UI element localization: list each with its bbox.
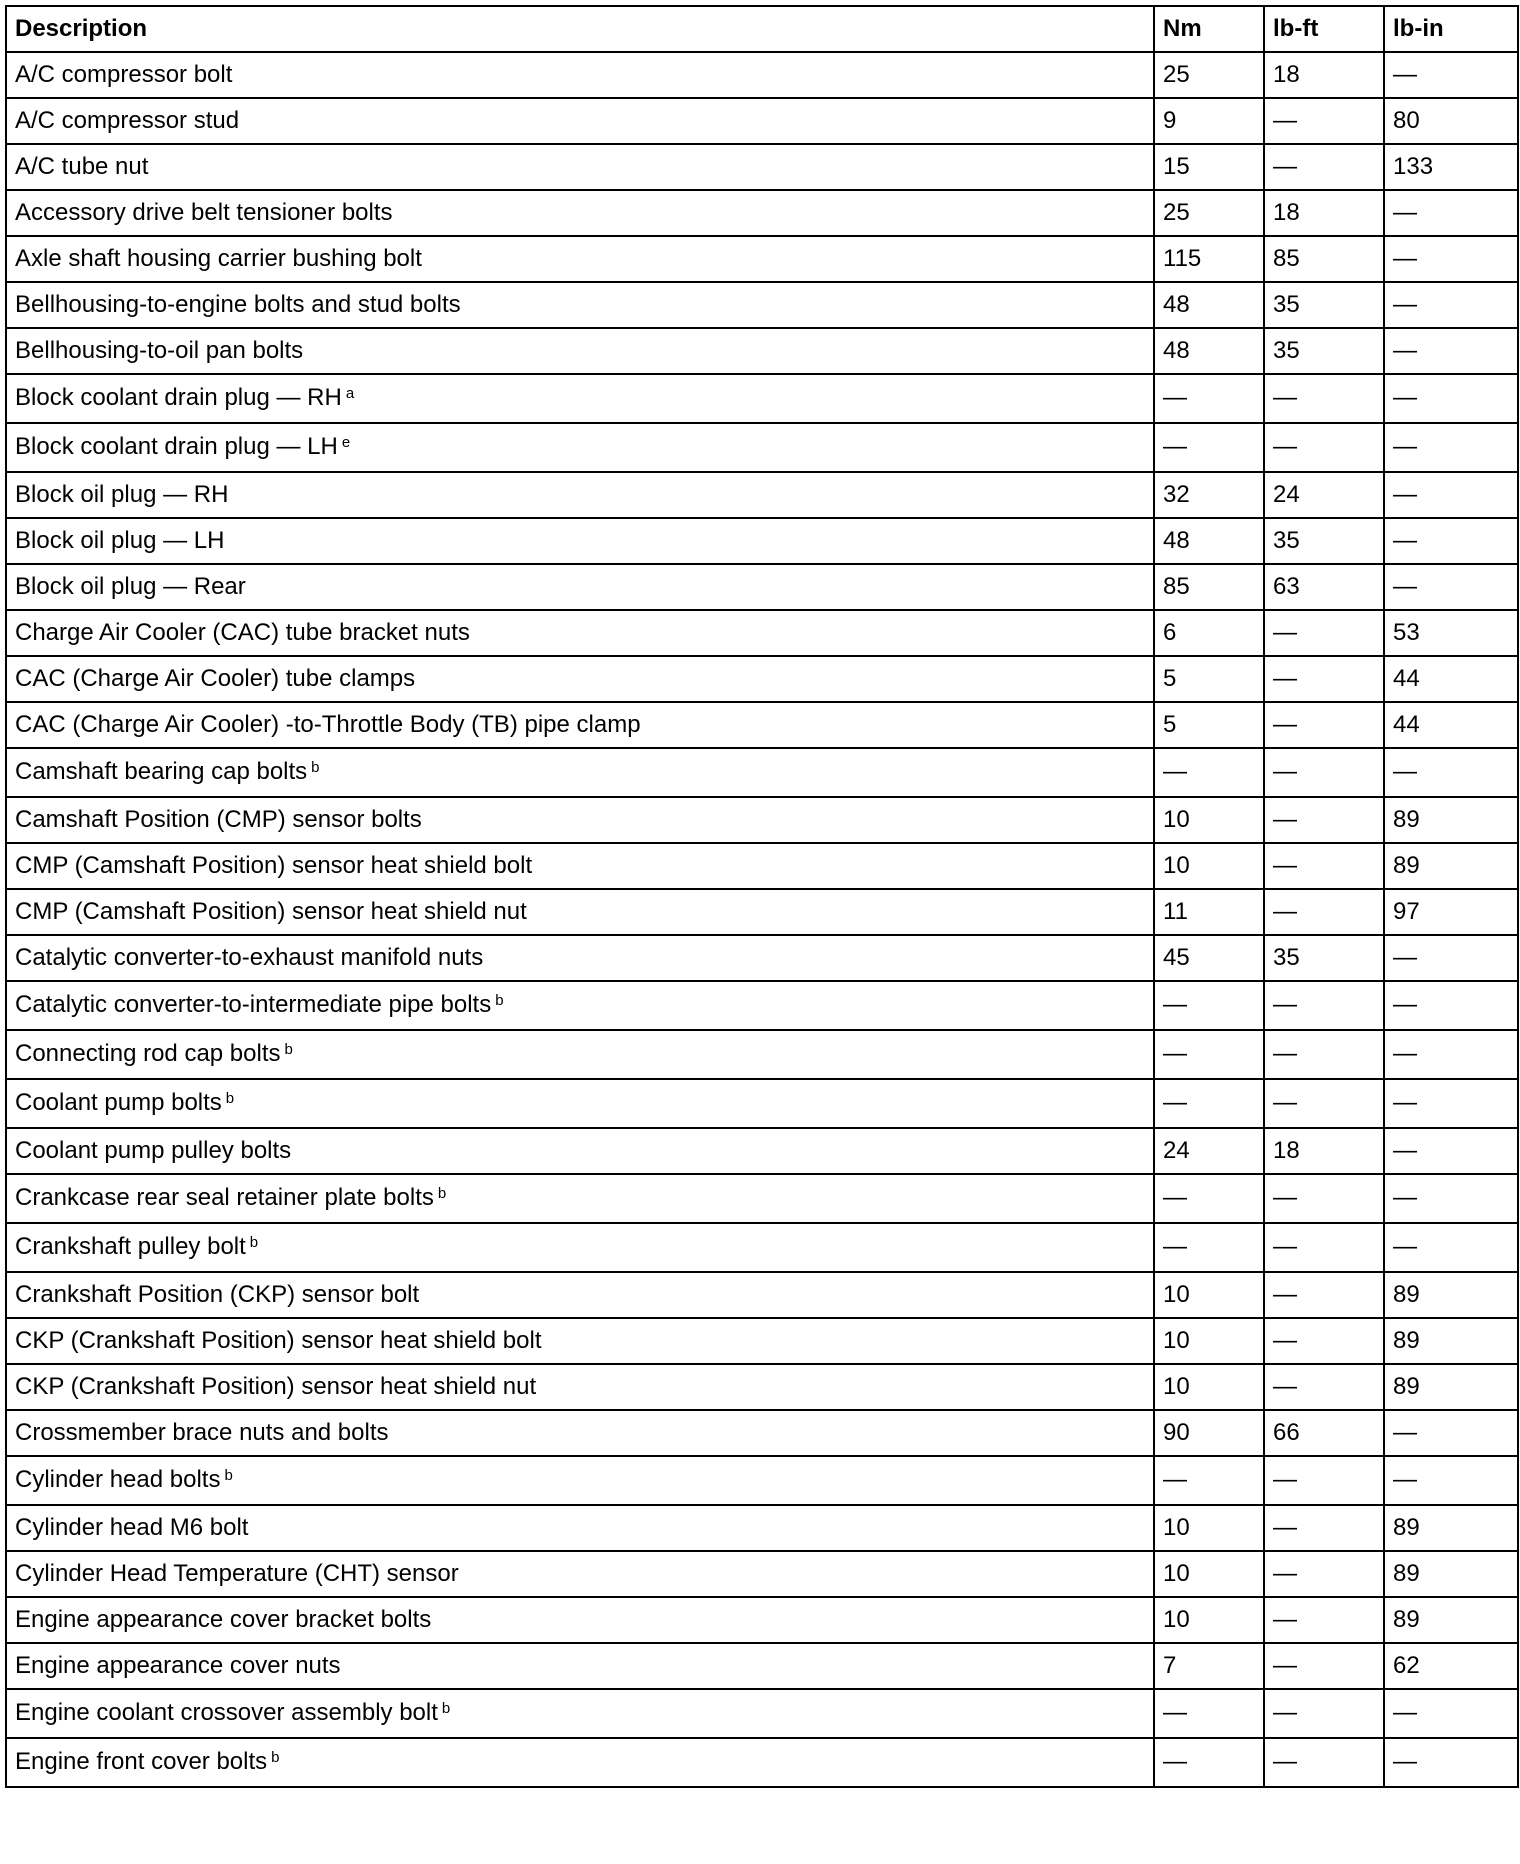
lbft-cell: — (1264, 1223, 1384, 1272)
table-row (6, 610, 1518, 656)
lbft-cell: — (1264, 1030, 1384, 1079)
description-text: Block coolant drain plug — RH (15, 384, 342, 412)
nm-cell: 6 (1154, 610, 1264, 656)
description-cell (6, 843, 1154, 889)
lbft-cell: — (1264, 1643, 1384, 1689)
table-row (6, 1174, 1518, 1223)
footnote-marker: e (341, 434, 351, 452)
lbin-cell: — (1384, 52, 1518, 98)
description-cell (6, 748, 1154, 797)
nm-cell: 48 (1154, 282, 1264, 328)
description-cell (6, 1551, 1154, 1597)
nm-cell: 10 (1154, 797, 1264, 843)
table-row (6, 1505, 1518, 1551)
table-row (6, 1364, 1518, 1410)
footnote-marker: b (311, 759, 320, 777)
nm-cell: — (1154, 1456, 1264, 1505)
table-row (6, 889, 1518, 935)
lbft-cell: 35 (1264, 282, 1384, 328)
lbft-cell: — (1264, 1456, 1384, 1505)
table-row (6, 52, 1518, 98)
description-text: Block oil plug — LH (15, 526, 225, 554)
description-cell (6, 190, 1154, 236)
table-row (6, 236, 1518, 282)
lbft-cell: 18 (1264, 52, 1384, 98)
description-cell (6, 1597, 1154, 1643)
description-text: Bellhousing-to-oil pan bolts (15, 336, 304, 364)
nm-cell: 10 (1154, 843, 1264, 889)
lbft-cell: 85 (1264, 236, 1384, 282)
torque-spec-table (5, 5, 1519, 1788)
lbft-cell: — (1264, 656, 1384, 702)
description-text: CAC (Charge Air Cooler) -to-Throttle Body (TB) pipe clamp (15, 710, 641, 738)
lbft-cell: — (1264, 1364, 1384, 1410)
description-text: Engine front cover bolts (15, 1748, 268, 1776)
description-text: Coolant pump pulley bolts (15, 1136, 292, 1164)
table-row (6, 797, 1518, 843)
lbin-cell: 89 (1384, 1364, 1518, 1410)
lbin-cell: — (1384, 518, 1518, 564)
description-cell (6, 797, 1154, 843)
lbft-cell: — (1264, 797, 1384, 843)
nm-cell: — (1154, 1738, 1264, 1787)
nm-cell: 10 (1154, 1272, 1264, 1318)
nm-cell: 7 (1154, 1643, 1264, 1689)
description-cell (6, 935, 1154, 981)
table-row (6, 1689, 1518, 1738)
description-text: Accessory drive belt tensioner bolts (15, 198, 393, 226)
table-row (6, 144, 1518, 190)
nm-cell: 5 (1154, 702, 1264, 748)
description-cell (6, 1079, 1154, 1128)
table-row (6, 564, 1518, 610)
lbft-cell: — (1264, 423, 1384, 472)
description-text: Crankcase rear seal retainer plate bolts (15, 1184, 434, 1212)
nm-cell: — (1154, 981, 1264, 1030)
lbin-cell: — (1384, 564, 1518, 610)
lbft-cell: 63 (1264, 564, 1384, 610)
lbin-cell: — (1384, 190, 1518, 236)
nm-cell: 25 (1154, 190, 1264, 236)
description-text: Block oil plug — RH (15, 480, 229, 508)
lbft-cell: — (1264, 889, 1384, 935)
lbft-cell: — (1264, 374, 1384, 423)
nm-cell: — (1154, 1030, 1264, 1079)
description-text: Cylinder head M6 bolt (15, 1513, 249, 1541)
lbin-cell: — (1384, 1174, 1518, 1223)
lbin-cell: 133 (1384, 144, 1518, 190)
nm-cell: — (1154, 1689, 1264, 1738)
lbin-cell: 53 (1384, 610, 1518, 656)
lbft-cell: — (1264, 610, 1384, 656)
description-text: Bellhousing-to-engine bolts and stud bolts (15, 290, 461, 318)
lbin-cell: — (1384, 1079, 1518, 1128)
description-cell (6, 656, 1154, 702)
lbin-cell: — (1384, 935, 1518, 981)
table-row (6, 1551, 1518, 1597)
table-row (6, 1738, 1518, 1787)
lbin-cell: — (1384, 1738, 1518, 1787)
description-text: A/C tube nut (15, 152, 149, 180)
description-text: Block coolant drain plug — LH (15, 433, 338, 461)
description-text: Cylinder Head Temperature (CHT) sensor (15, 1559, 459, 1587)
description-text: Connecting rod cap bolts (15, 1040, 281, 1068)
lbin-cell: — (1384, 748, 1518, 797)
lbft-cell: — (1264, 1174, 1384, 1223)
lbft-cell: — (1264, 98, 1384, 144)
nm-cell: — (1154, 748, 1264, 797)
description-cell (6, 1364, 1154, 1410)
nm-cell: 9 (1154, 98, 1264, 144)
lbin-cell: — (1384, 282, 1518, 328)
header-lbft: lb-ft (1264, 6, 1384, 52)
nm-cell: 48 (1154, 518, 1264, 564)
nm-cell: 10 (1154, 1597, 1264, 1643)
lbft-cell: 18 (1264, 1128, 1384, 1174)
description-cell (6, 1456, 1154, 1505)
lbft-cell: — (1264, 144, 1384, 190)
nm-cell: — (1154, 374, 1264, 423)
table-row (6, 98, 1518, 144)
lbin-cell: 89 (1384, 1597, 1518, 1643)
description-cell (6, 1410, 1154, 1456)
description-cell (6, 981, 1154, 1030)
lbft-cell: — (1264, 1738, 1384, 1787)
lbin-cell: — (1384, 1030, 1518, 1079)
lbft-cell: — (1264, 843, 1384, 889)
lbin-cell: — (1384, 423, 1518, 472)
table-row (6, 1128, 1518, 1174)
description-cell (6, 1738, 1154, 1787)
lbin-cell: — (1384, 1223, 1518, 1272)
lbin-cell: — (1384, 472, 1518, 518)
nm-cell: 45 (1154, 935, 1264, 981)
table-row (6, 518, 1518, 564)
description-text: CAC (Charge Air Cooler) tube clamps (15, 664, 416, 692)
nm-cell: 90 (1154, 1410, 1264, 1456)
table-row (6, 1079, 1518, 1128)
description-cell (6, 1272, 1154, 1318)
lbft-cell: — (1264, 1597, 1384, 1643)
lbft-cell: — (1264, 981, 1384, 1030)
footnote-marker: b (225, 1090, 235, 1108)
nm-cell: 10 (1154, 1551, 1264, 1597)
description-cell (6, 423, 1154, 472)
table-row (6, 748, 1518, 797)
description-text: Crankshaft Position (CKP) sensor bolt (15, 1280, 420, 1308)
nm-cell: 85 (1154, 564, 1264, 610)
lbin-cell: — (1384, 1456, 1518, 1505)
description-text: CMP (Camshaft Position) sensor heat shield nut (15, 897, 527, 925)
nm-cell: — (1154, 1223, 1264, 1272)
description-cell (6, 98, 1154, 144)
table-row (6, 1456, 1518, 1505)
nm-cell: 48 (1154, 328, 1264, 374)
footnote-marker: b (437, 1185, 447, 1203)
description-cell (6, 472, 1154, 518)
lbin-cell: 89 (1384, 1505, 1518, 1551)
description-cell (6, 1223, 1154, 1272)
description-text: Crossmember brace nuts and bolts (15, 1418, 389, 1446)
description-cell (6, 702, 1154, 748)
lbin-cell: — (1384, 374, 1518, 423)
nm-cell: 11 (1154, 889, 1264, 935)
description-text: CMP (Camshaft Position) sensor heat shield bolt (15, 851, 533, 879)
table-row (6, 843, 1518, 889)
lbft-cell: — (1264, 1318, 1384, 1364)
description-text: Engine coolant crossover assembly bolt (15, 1699, 438, 1727)
nm-cell: 25 (1154, 52, 1264, 98)
table-row (6, 328, 1518, 374)
lbft-cell: — (1264, 1505, 1384, 1551)
lbft-cell: — (1264, 1079, 1384, 1128)
table-row (6, 1030, 1518, 1079)
lbft-cell: 18 (1264, 190, 1384, 236)
description-cell (6, 1505, 1154, 1551)
table-row (6, 1643, 1518, 1689)
lbft-cell: 66 (1264, 1410, 1384, 1456)
description-text: Charge Air Cooler (CAC) tube bracket nuts (15, 618, 470, 646)
description-text: Camshaft Position (CMP) sensor bolts (15, 805, 422, 833)
description-text: Engine appearance cover nuts (15, 1651, 341, 1679)
table-row (6, 981, 1518, 1030)
table-row (6, 656, 1518, 702)
table-row (6, 1223, 1518, 1272)
description-cell (6, 1128, 1154, 1174)
description-text: CKP (Crankshaft Position) sensor heat shield bolt (15, 1326, 542, 1354)
description-text: Coolant pump bolts (15, 1089, 222, 1117)
lbft-cell: — (1264, 702, 1384, 748)
description-cell (6, 52, 1154, 98)
table-row (6, 472, 1518, 518)
nm-cell: — (1154, 1079, 1264, 1128)
description-cell (6, 328, 1154, 374)
description-cell (6, 1643, 1154, 1689)
table-row (6, 935, 1518, 981)
table-row (6, 374, 1518, 423)
table-row (6, 1318, 1518, 1364)
description-text: Crankshaft pulley bolt (15, 1233, 246, 1261)
lbft-cell: 24 (1264, 472, 1384, 518)
description-cell (6, 1174, 1154, 1223)
footnote-marker: b (249, 1234, 259, 1252)
description-text: CKP (Crankshaft Position) sensor heat shield nut (15, 1372, 537, 1400)
lbin-cell: — (1384, 1689, 1518, 1738)
footnote-marker: b (441, 1700, 451, 1718)
lbin-cell: — (1384, 236, 1518, 282)
description-cell (6, 1689, 1154, 1738)
nm-cell: 10 (1154, 1505, 1264, 1551)
lbin-cell: 44 (1384, 656, 1518, 702)
lbft-cell: — (1264, 1272, 1384, 1318)
description-cell (6, 374, 1154, 423)
nm-cell: 115 (1154, 236, 1264, 282)
description-text: Block oil plug — Rear (15, 572, 246, 600)
description-cell (6, 610, 1154, 656)
lbft-cell: 35 (1264, 328, 1384, 374)
table-row (6, 423, 1518, 472)
footnote-marker: b (495, 992, 504, 1010)
nm-cell: 24 (1154, 1128, 1264, 1174)
description-cell (6, 889, 1154, 935)
description-cell (6, 1030, 1154, 1079)
description-text: Camshaft bearing cap bolts (15, 758, 308, 786)
lbin-cell: 80 (1384, 98, 1518, 144)
lbin-cell: 89 (1384, 1551, 1518, 1597)
lbin-cell: 62 (1384, 1643, 1518, 1689)
nm-cell: 10 (1154, 1364, 1264, 1410)
table-row (6, 1597, 1518, 1643)
lbin-cell: — (1384, 1128, 1518, 1174)
lbft-cell: — (1264, 748, 1384, 797)
table-row (6, 282, 1518, 328)
lbft-cell: 35 (1264, 935, 1384, 981)
nm-cell: — (1154, 1174, 1264, 1223)
lbin-cell: 97 (1384, 889, 1518, 935)
lbin-cell: — (1384, 981, 1518, 1030)
lbft-cell: — (1264, 1551, 1384, 1597)
footnote-marker: b (224, 1467, 233, 1485)
description-cell (6, 282, 1154, 328)
description-cell (6, 1318, 1154, 1364)
nm-cell: — (1154, 423, 1264, 472)
table-row (6, 190, 1518, 236)
description-cell (6, 144, 1154, 190)
table-header-row (6, 6, 1518, 52)
lbin-cell: 89 (1384, 797, 1518, 843)
lbin-cell: 89 (1384, 1272, 1518, 1318)
lbin-cell: 89 (1384, 1318, 1518, 1364)
description-text: Engine appearance cover bracket bolts (15, 1605, 432, 1633)
lbin-cell: — (1384, 1410, 1518, 1456)
description-cell (6, 236, 1154, 282)
table-row (6, 1410, 1518, 1456)
footnote-marker: b (271, 1749, 280, 1767)
header-description: Description (6, 6, 1154, 52)
description-text: Axle shaft housing carrier bushing bolt (15, 244, 422, 272)
footnote-marker: a (345, 385, 355, 403)
description-text: Catalytic converter-to-intermediate pipe bolts (15, 991, 492, 1019)
table-row (6, 1272, 1518, 1318)
nm-cell: 32 (1154, 472, 1264, 518)
nm-cell: 10 (1154, 1318, 1264, 1364)
description-text: Cylinder head bolts (15, 1466, 221, 1494)
description-cell (6, 518, 1154, 564)
nm-cell: 5 (1154, 656, 1264, 702)
lbft-cell: — (1264, 1689, 1384, 1738)
footnote-marker: b (284, 1041, 293, 1059)
lbin-cell: 89 (1384, 843, 1518, 889)
description-text: Catalytic converter-to-exhaust manifold nuts (15, 943, 484, 971)
header-nm: Nm (1154, 6, 1264, 52)
description-cell (6, 564, 1154, 610)
table-row (6, 702, 1518, 748)
lbft-cell: 35 (1264, 518, 1384, 564)
lbin-cell: 44 (1384, 702, 1518, 748)
description-text: A/C compressor bolt (15, 60, 233, 88)
nm-cell: 15 (1154, 144, 1264, 190)
lbin-cell: — (1384, 328, 1518, 374)
header-lbin: lb-in (1384, 6, 1518, 52)
description-text: A/C compressor stud (15, 106, 240, 134)
